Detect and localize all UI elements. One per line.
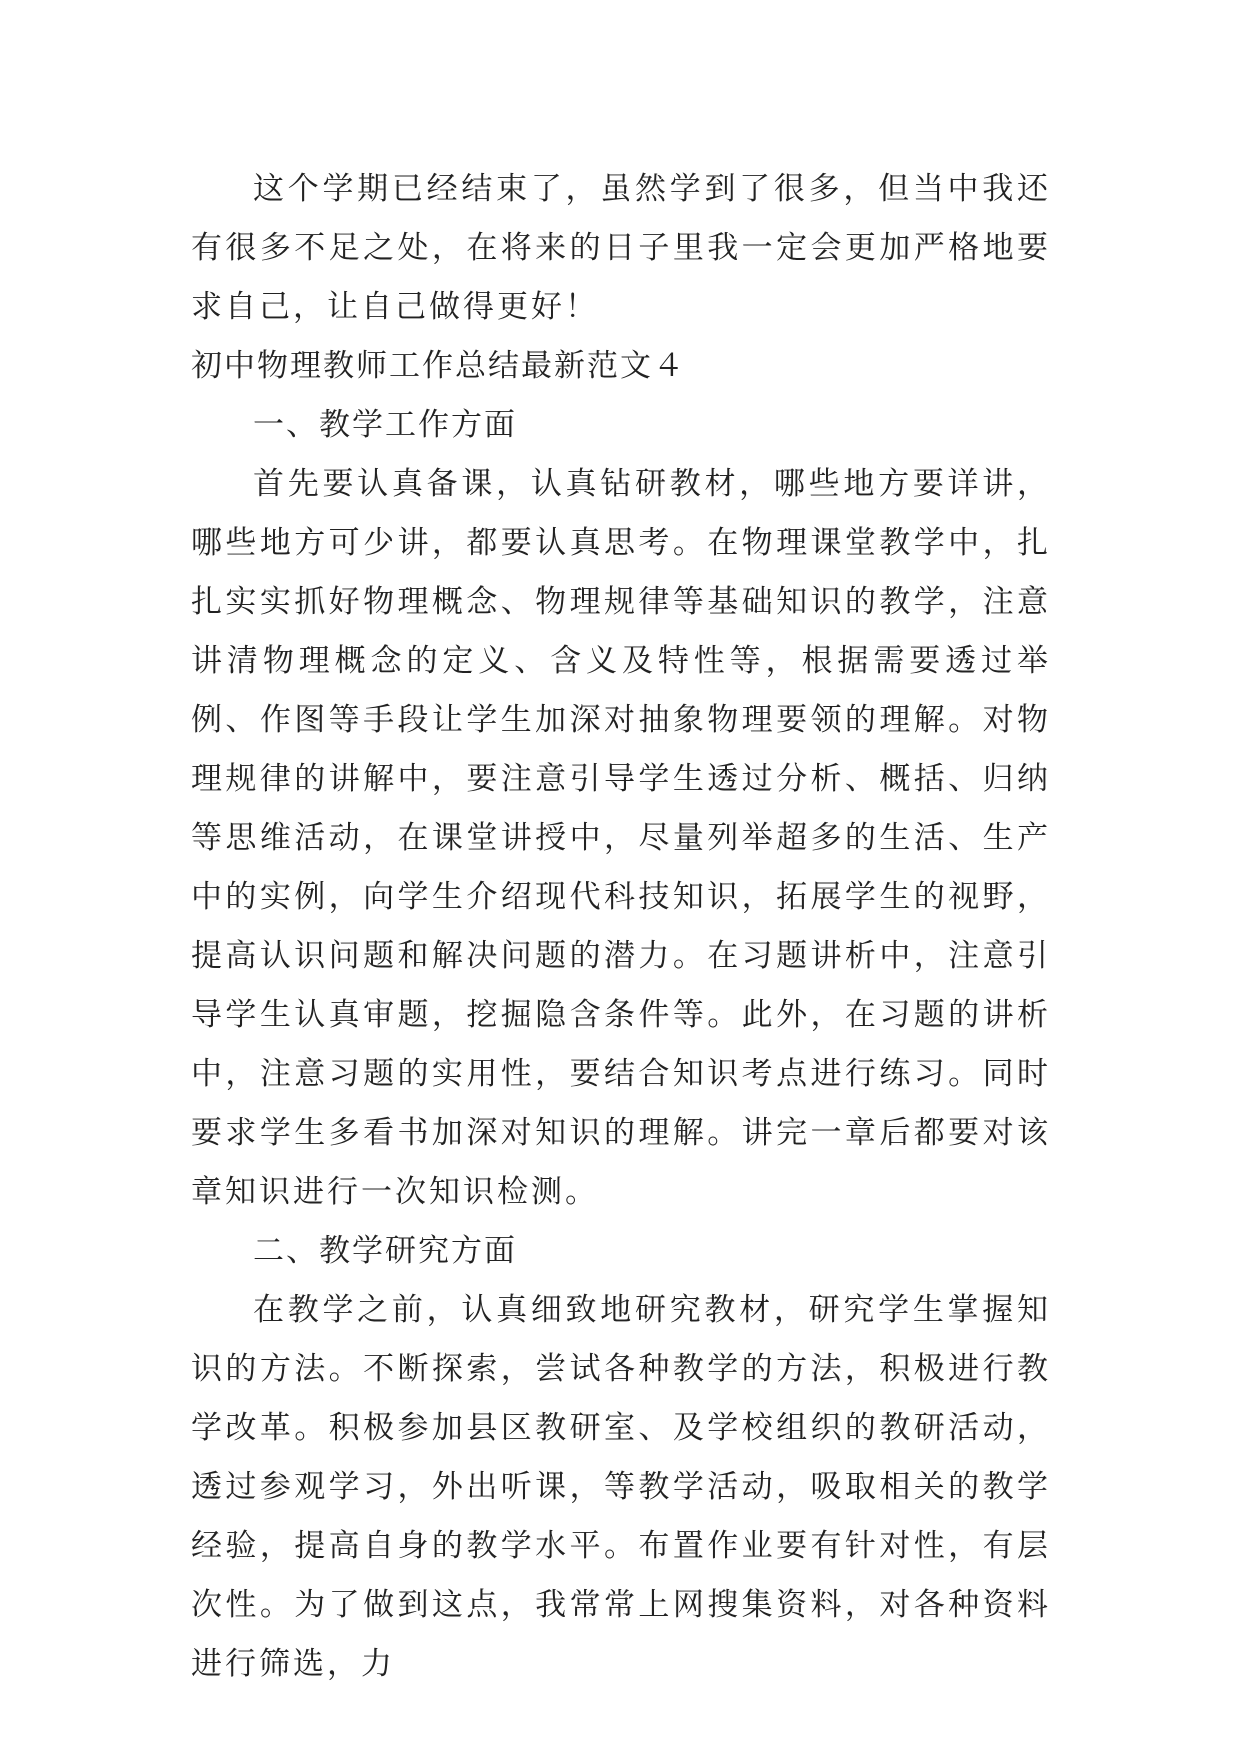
paragraph-semester-end: 这个学期已经结束了，虽然学到了很多，但当中我还有很多不足之处，在将来的日子里我一定会更加严格地要求自己，让自己做得更好！	[191, 171, 1051, 325]
subheading-teaching-work: 一、教学工作方面	[253, 407, 517, 443]
section-title: 初中物理教师工作总结最新范文４	[191, 348, 686, 384]
document-body	[191, 160, 1051, 1694]
subheading-teaching-research: 二、教学研究方面	[253, 1233, 517, 1269]
paragraph-teaching-research: 在教学之前，认真细致地研究教材，研究学生掌握知识的方法。不断探索，尝试各种教学的方法，积极进行教学改革。积极参加县区教研室、及学校组织的教研活动，透过参观学习，外出听课，等教学活动，吸取相关的教学经验，提高自身的教学水平。布置作业要有针对性，有层次性。为了做到这点，我常常上网搜集资料，对各种资料进行筛选，力	[191, 1292, 1051, 1682]
paragraph-teaching-work: 首先要认真备课，认真钻研教材，哪些地方要详讲，哪些地方可少讲，都要认真思考。在物理课堂教学中，扎扎实实抓好物理概念、物理规律等基础知识的教学，注意讲清物理概念的定义、含义及特性等，根据需要透过举例、作图等手段让学生加深对抽象物理要领的理解。对物理规律的讲解中，要注意引导学生透过分析、概括、归纳等思维活动，在课堂讲授中，尽量列举超多的生活、生产中的实例，向学生介绍现代科技知识，拓展学生的视野，提高认识问题和解决问题的潜力。在习题讲析中，注意引导学生认真审题，挖掘隐含条件等。此外，在习题的讲析中，注意习题的实用性，要结合知识考点进行练习。同时要求学生多看书加深对知识的理解。讲完一章后都要对该章知识进行一次知识检测。	[191, 466, 1051, 1210]
